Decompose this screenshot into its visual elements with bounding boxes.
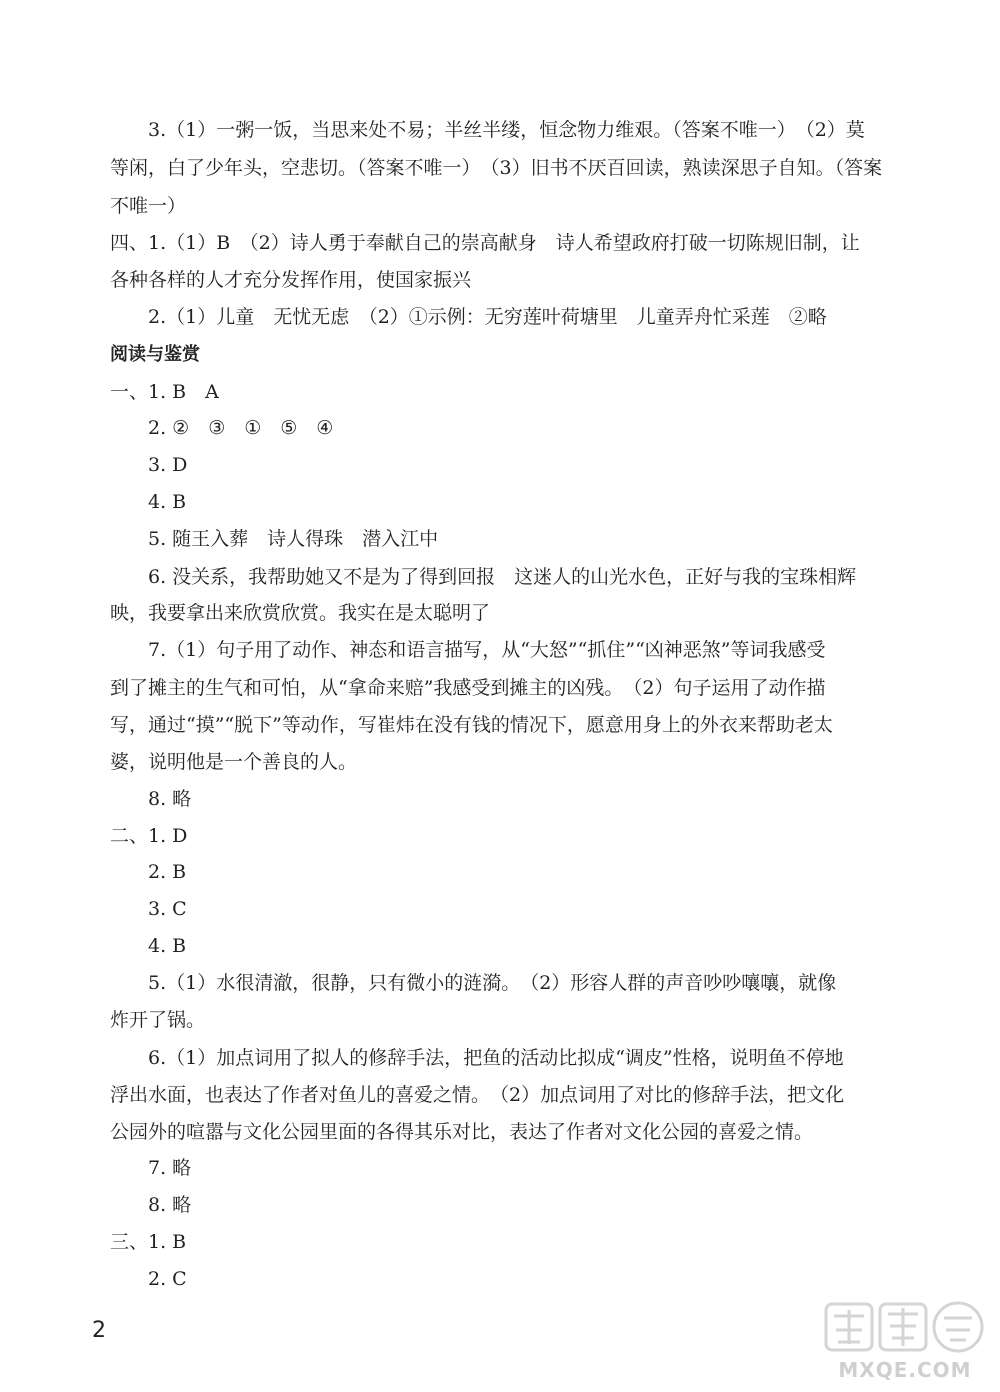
text-line: 5. 随王入葬 诗人得珠 潜入江中 [148, 528, 439, 550]
text-line: 7.（1）句子用了动作、神态和语言描写，从“大怒”“抓住”“凶神恶煞”等词我感受 [148, 639, 826, 661]
text-line: 公园外的喧嚣与文化公园里面的各得其乐对比，表达了作者对文化公园的喜爱之情。 [110, 1121, 814, 1143]
text-line: 写，通过“摸”“脱下”等动作，写崔炜在没有钱的情况下，愿意用身上的外衣来帮助老太 [110, 714, 833, 736]
text-line: 不唯一） [110, 195, 187, 217]
section-heading: 阅读与鉴赏 [110, 344, 200, 365]
text-line: 3. C [148, 898, 187, 920]
text-line: 2.（1）儿童 无忧无虑 （2）①示例：无穷莲叶荷塘里 儿童弄舟忙采莲 ②略 [148, 306, 827, 328]
text-line: 炸开了锅。 [110, 1009, 206, 1031]
text-line: 2. B [148, 861, 187, 883]
text-line: 8. 略 [148, 788, 192, 810]
text-line: 各种各样的人才充分发挥作用，使国家振兴 [110, 269, 472, 291]
watermark-url: MXQE.COM [838, 1358, 972, 1382]
text-line: 到了摊主的生气和可怕，从“拿命来赔”我感受到摊主的凶残。 （2）句子运用了动作描 [110, 677, 826, 699]
text-line: 2. C [148, 1268, 187, 1290]
text-line: 映，我要拿出来欣赏欣赏。我实在是太聪明了 [110, 602, 491, 624]
text-line: 二、1. D [110, 825, 188, 847]
text-line: 3.（1）一粥一饭，当思来处不易；半丝半缕，恒念物力维艰。（答案不唯一） （2）莫 [148, 119, 865, 141]
text-line: 四、1.（1）B （2）诗人勇于奉献自己的崇高献身 诗人希望政府打破一切陈规旧制，让 [110, 232, 860, 254]
text-line: 5.（1）水很清澈，很静，只有微小的涟漪。 （2）形容人群的声音吵吵嚷嚷，就像 [148, 972, 837, 994]
text-line: 婆，说明他是一个善良的人。 [110, 751, 358, 773]
text-line: 3. D [148, 454, 188, 476]
text-line: 6.（1）加点词用了拟人的修辞手法，把鱼的活动比拟成“调皮”性格，说明鱼不停地 [148, 1047, 844, 1069]
text-line: 等闲，白了少年头，空悲切。（答案不唯一） （3）旧书不厌百回读，熟读深思子自知。（答案 [110, 157, 883, 179]
text-line: 6. 没关系，我帮助她又不是为了得到回报 这迷人的山光水色，正好与我的宝珠相辉 [148, 566, 857, 588]
text-line: 一、1. B A [110, 381, 219, 403]
text-line: 4. B [148, 491, 187, 513]
page-number: 2 [92, 1318, 106, 1343]
text-line: 2. ② ③ ① ⑤ ④ [148, 417, 334, 439]
watermark-logo-graphic [820, 1296, 990, 1358]
watermark-logo [820, 1296, 990, 1388]
text-line: 浮出水面，也表达了作者对鱼儿的喜爱之情。 （2）加点词用了对比的修辞手法，把文化 [110, 1084, 845, 1106]
text-line: 4. B [148, 935, 187, 957]
text-line: 8. 略 [148, 1194, 192, 1216]
text-line: 三、1. B [110, 1231, 187, 1253]
text-line: 7. 略 [148, 1157, 192, 1179]
